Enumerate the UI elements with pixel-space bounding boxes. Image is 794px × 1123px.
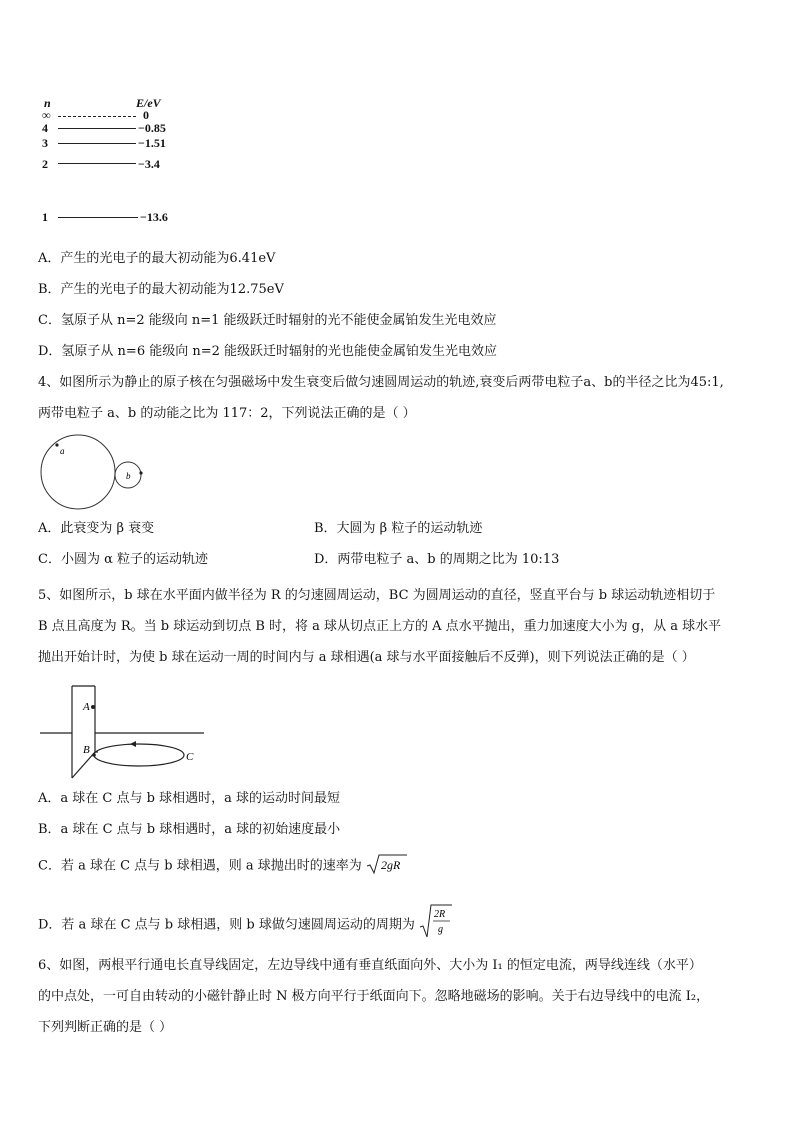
q3-option-d: D．氢原子从 n=6 能级向 n=2 能级跃迁时辐射的光也能使金属铂发生光电效应 bbox=[38, 344, 498, 359]
q3-option-a: A．产生的光电子的最大初动能为6.41eV bbox=[38, 251, 276, 266]
q3-option-b: B．产生的光电子的最大初动能为12.75eV bbox=[38, 282, 284, 297]
q4-option-d: D．两带电粒子 a、b 的周期之比为 10:13 bbox=[314, 552, 560, 567]
q4-option-a: A．此衰变为 β 衰变 bbox=[38, 521, 155, 536]
sqrt-2R-over-g bbox=[419, 903, 453, 939]
sqrt-2gR bbox=[366, 853, 408, 875]
q5-stem-line1: 5、如图所示，b 球在水平面内做半径为 R 的匀速圆周运动，BC 为圆周运动的直径，竖直平台与 b 球运动轨迹相切于 bbox=[38, 588, 716, 603]
q5-option-c bbox=[38, 855, 408, 877]
level-line-3 bbox=[58, 143, 136, 144]
q5-option-d bbox=[38, 907, 453, 943]
q5-platform-figure bbox=[38, 680, 208, 782]
q6-stem-line2: 的中点处，一可自由转动的小磁针静止时 N 极方向平行于纸面向下。忽略地磁场的影响。关于右边导线中的电流 I₂， bbox=[38, 989, 710, 1004]
point-b-dot bbox=[92, 753, 96, 757]
orbit-direction-arrow bbox=[130, 741, 136, 747]
q4-stem-line1: 4、如图所示为静止的原子核在匀强磁场中发生衰变后做匀速圆周运动的轨迹,衰变后两带电粒子a、b的半径之比为45:1, bbox=[38, 375, 724, 390]
q6-stem-line3: 下列判断正确的是（ ） bbox=[38, 1020, 173, 1035]
level-label-1: 1 bbox=[42, 210, 48, 224]
label-b: b bbox=[126, 471, 131, 481]
large-orbit-circle bbox=[41, 435, 115, 509]
point-a-dot bbox=[91, 705, 95, 709]
q5-option-c-text: C．若 a 球在 C 点与 b 球相遇，则 a 球抛出时的速率为 bbox=[38, 858, 362, 874]
level-energy-4: −0.85 bbox=[138, 121, 166, 135]
level-line-2 bbox=[58, 163, 136, 164]
level-line-4 bbox=[58, 128, 136, 129]
q5-stem-line3: 抛出开始计时，为使 b 球在运动一周的时间内与 a 球相遇(a 球与水平面接触后不反弹)，则下列说法正确的是（ ） bbox=[38, 650, 695, 665]
level-energy-3: −1.51 bbox=[138, 136, 166, 150]
level-label-2: 2 bbox=[42, 157, 48, 171]
q5-stem-line2: B 点且高度为 R。当 b 球运动到切点 B 时，将 a 球从切点正上方的 A 点水平抛出，重力加速度大小为 g，从 a 球水平 bbox=[38, 619, 722, 634]
n-header: n bbox=[44, 96, 51, 110]
level-energy-2: −3.4 bbox=[138, 157, 160, 171]
sqrt-radicand: 2gR bbox=[380, 858, 401, 872]
q4-option-c: C．小圆为 α 粒子的运动轨迹 bbox=[38, 552, 208, 567]
particle-a-dot bbox=[55, 443, 58, 446]
q5-option-d-text: D．若 a 球在 C 点与 b 球相遇，则 b 球做匀速圆周运动的周期为 bbox=[38, 917, 415, 933]
level-energy-inf: 0 bbox=[143, 108, 149, 122]
fraction-numerator: 2R bbox=[433, 909, 446, 920]
level-line-1 bbox=[58, 217, 138, 218]
level-label-4: 4 bbox=[42, 121, 48, 135]
q4-option-b: B．大圆为 β 粒子的运动轨迹 bbox=[314, 521, 483, 536]
q5-option-a: A．a 球在 C 点与 b 球相遇时，a 球的运动时间最短 bbox=[38, 791, 340, 806]
fraction-denominator: g bbox=[437, 924, 443, 935]
q4-stem-line2: 两带电粒子 a、b 的动能之比为 117：2，下列说法正确的是（ ） bbox=[38, 406, 416, 421]
b-ball-orbit bbox=[94, 744, 184, 766]
q6-stem-line1: 6、如图，两根平行通电长直导线固定，左边导线中通有垂直纸面向外、大小为 I₁ 的恒定电流，两导线连线（水平） bbox=[38, 958, 702, 973]
label-A: A bbox=[83, 701, 90, 713]
q5-option-b: B．a 球在 C 点与 b 球相遇时，a 球的初始速度最小 bbox=[38, 822, 341, 837]
level-line-inf bbox=[58, 116, 136, 117]
energy-header: E/eV bbox=[136, 96, 161, 110]
level-label-3: 3 bbox=[42, 136, 48, 150]
label-C: C bbox=[186, 751, 194, 763]
particle-b-dot bbox=[139, 471, 142, 474]
q4-orbit-figure bbox=[38, 432, 148, 512]
label-B: B bbox=[83, 744, 90, 756]
label-a: a bbox=[60, 446, 65, 456]
q3-option-c: C．氢原子从 n=2 能级向 n=1 能级跃迁时辐射的光不能使金属铂发生光电效应 bbox=[38, 313, 497, 328]
level-label-inf: ∞ bbox=[42, 108, 51, 122]
level-energy-1: −13.6 bbox=[140, 210, 168, 224]
